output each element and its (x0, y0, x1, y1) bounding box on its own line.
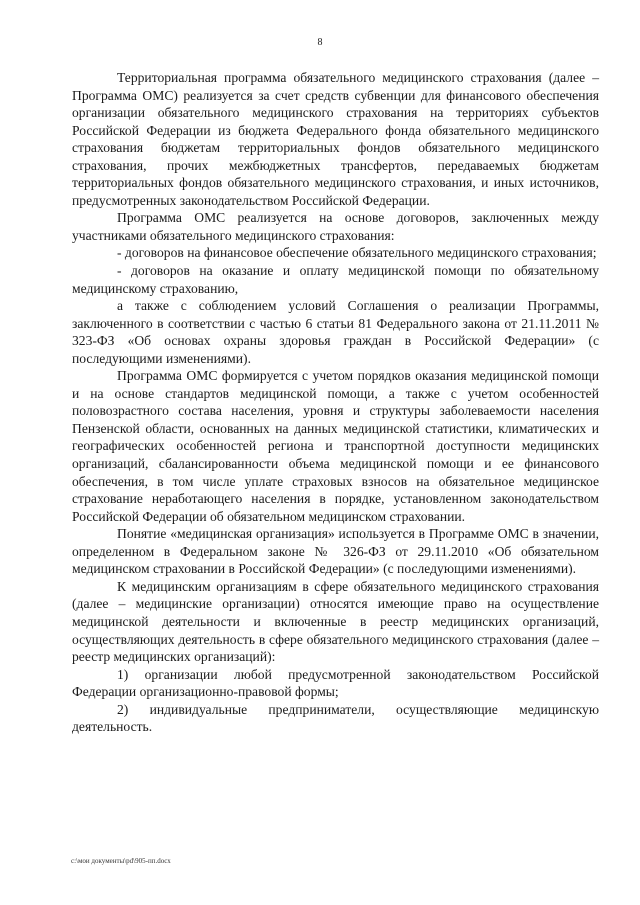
body-text (72, 69, 599, 736)
footer-file-path: c:\мои документы\pd\905-пп.docx (71, 857, 171, 865)
paragraph-medical-organization-definition: Понятие «медицинская организация» используется в Программе ОМС в значении, определенном в Федеральном законе № 326-ФЗ от 29.11.2010 «Об обязательном медицинском страховании в Российской Федерации» (с последующими изменениями). (72, 526, 599, 577)
paragraph-medical-organizations-scope: К медицинским организациям в сфере обязательного медицинского страхования (далее – медицинские организации) относятся имеющие право на осуществление медицинской деятельности и включенные в реестр медицинских организаций, осуществляющих деятельность в сфере обязательного медицинского страхования (далее – реестр медицинских организаций): (72, 578, 599, 665)
page-number: 8 (317, 37, 323, 48)
paragraph-program-oms-funding: Территориальная программа обязательного медицинского страхования (далее – Программа ОМС) реализуется за счет средств субвенции для финансового обеспечения организации обязательного медицинского страхования на территориях субъектов Российской Федерации из бюджета Федерального фонда обязательного медицинского страхования бюджетам территориальных фондов обязательного медицинского страхования, прочих межбюджетных трансфертов, передаваемых бюджетам территориальных фондов обязательного медицинского страхования, и иных источников, предусмотренных законодательством Российской Федерации. (72, 70, 599, 208)
paragraph-financial-contracts: - договоров на финансовое обеспечение обязательного медицинского страхования; (117, 245, 597, 261)
paragraph-list-item-2: 2) индивидуальные предприниматели, осуществляющие медицинскую деятельность. (72, 701, 599, 735)
paragraph-payment-contracts: - договоров на оказание и оплату медицинской помощи по обязательному медицинскому страхованию, (72, 263, 599, 296)
paragraph-contracts-basis: Программа ОМС реализуется на основе договоров, заключенных между участниками обязательного медицинского страхования: (72, 210, 599, 243)
paragraph-agreement-conditions: а также с соблюдением условий Соглашения о реализации Программы, заключенного в соответствии с частью 6 статьи 81 Федерального закона от 21.11.2011 № 323-ФЗ «Об основах охраны здоровья граждан в Российской Федерации» (с последующими изменениями). (72, 298, 599, 366)
paragraph-program-formation: Программа ОМС формируется с учетом порядков оказания медицинской помощи и на основе стандартов медицинской помощи, а также с учетом особенностей половозрастного состава населения, уровня и структуры заболеваемости населения Пензенской области, основанных на данных медицинской статистики, климатических и географических особенностей региона и транспортной доступности медицинских организаций, сбалансированности объема медицинской помощи и ее финансового обеспечения, в том числе уплате страховых взносов на обязательное медицинское страхование неработающего населения в порядке, установленном законодательством Российской Федерации об обязательном медицинском страховании. (72, 368, 599, 524)
paragraph-list-item-1: 1) организации любой предусмотренной законодательством Российской Федерации организационно-правовой формы; (72, 666, 599, 700)
